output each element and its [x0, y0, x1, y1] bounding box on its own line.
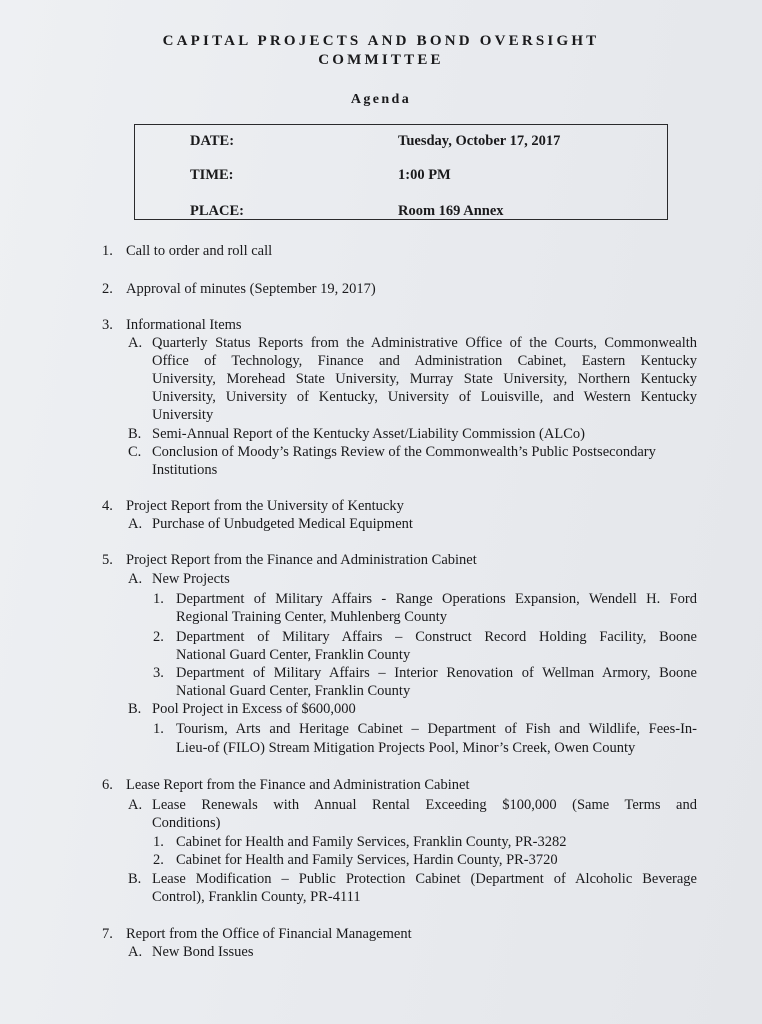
item-5a1-line-2: Regional Training Center, Muhlenberg County: [176, 609, 448, 625]
item-5-text: Project Report from the Finance and Administration Cabinet: [126, 552, 477, 568]
item-4-text: Project Report from the University of Kentucky: [126, 498, 404, 514]
place-value: Room 169 Annex: [398, 203, 504, 219]
item-5b-text: Pool Project in Excess of $600,000: [152, 701, 356, 717]
item-4-number: 4.: [102, 498, 113, 514]
document-title-line2: COMMITTEE: [318, 52, 444, 68]
item-3c-letter: C.: [128, 444, 142, 460]
meeting-info-box: [134, 124, 668, 220]
item-6b-line-2: Control), Franklin County, PR-4111: [152, 889, 361, 905]
item-5a2-line-1: Department of Military Affairs – Construct Record Holding Facility, Boone: [176, 629, 697, 645]
item-2-number: 2.: [102, 281, 113, 297]
item-3a-letter: A.: [128, 335, 143, 351]
item-5a1-number: 1.: [153, 591, 164, 607]
item-6a-line-2: Conditions): [152, 815, 221, 831]
item-5a2-number: 2.: [153, 629, 164, 645]
item-5a-letter: A.: [128, 571, 143, 587]
item-6a-letter: A.: [128, 797, 143, 813]
item-7a-text: New Bond Issues: [152, 944, 254, 960]
item-5a1-line-1: Department of Military Affairs - Range Operations Expansion, Wendell H. Ford: [176, 591, 697, 607]
item-5b1-line-2: Lieu-of (FILO) Stream Mitigation Projects Pool, Minor’s Creek, Owen County: [176, 740, 636, 756]
item-6-number: 6.: [102, 777, 113, 793]
item-1-number: 1.: [102, 243, 113, 259]
item-3-text: Informational Items: [126, 317, 242, 333]
item-3a-line-5: University: [152, 407, 214, 423]
item-4a-letter: A.: [128, 516, 143, 532]
agenda-heading: Agenda: [350, 92, 412, 107]
date-label: DATE:: [190, 133, 235, 149]
item-1-text: Call to order and roll call: [126, 243, 273, 259]
item-5a3-line-2: National Guard Center, Franklin County: [176, 683, 411, 699]
item-3-number: 3.: [102, 317, 113, 333]
item-2-text: Approval of minutes (September 19, 2017): [126, 281, 376, 297]
item-3a-line-4: University, University of Kentucky, University of Louisville, and Western Kentucky: [152, 389, 697, 405]
item-3c-line-2: Institutions: [152, 462, 218, 478]
item-6a2-number: 2.: [153, 852, 164, 868]
item-7a-letter: A.: [128, 944, 143, 960]
item-3a-line-1: Quarterly Status Reports from the Administrative Office of the Courts, Commonwealth: [152, 335, 697, 351]
item-5b-letter: B.: [128, 701, 142, 717]
item-4a-text: Purchase of Unbudgeted Medical Equipment: [152, 516, 413, 532]
item-5a3-number: 3.: [153, 665, 164, 681]
item-5b1-line-1: Tourism, Arts and Heritage Cabinet – Department of Fish and Wildlife, Fees-In-: [176, 721, 697, 737]
item-6b-line-1: Lease Modification – Public Protection Cabinet (Department of Alcoholic Beverage: [152, 871, 697, 887]
item-5a2-line-2: National Guard Center, Franklin County: [176, 647, 411, 663]
item-3b-text: Semi-Annual Report of the Kentucky Asset/Liability Commission (ALCo): [152, 426, 585, 442]
item-6b-letter: B.: [128, 871, 142, 887]
item-5a-text: New Projects: [152, 571, 230, 587]
date-value: Tuesday, October 17, 2017: [398, 133, 561, 149]
item-7-number: 7.: [102, 926, 113, 942]
item-7-text: Report from the Office of Financial Management: [126, 926, 412, 942]
document-title: CAPITAL PROJECTS AND BOND OVERSIGHT: [162, 33, 600, 49]
place-label: PLACE:: [190, 203, 244, 219]
time-value: 1:00 PM: [398, 167, 451, 183]
item-3b-letter: B.: [128, 426, 142, 442]
item-5a3-line-1: Department of Military Affairs – Interior Renovation of Wellman Armory, Boone: [176, 665, 697, 681]
item-5b1-number: 1.: [153, 721, 164, 737]
item-6a2-text: Cabinet for Health and Family Services, Hardin County, PR-3720: [176, 852, 558, 868]
item-6a1-text: Cabinet for Health and Family Services, Franklin County, PR-3282: [176, 834, 567, 850]
item-6a1-number: 1.: [153, 834, 164, 850]
item-6a-line-1: Lease Renewals with Annual Rental Exceeding $100,000 (Same Terms and: [152, 797, 697, 813]
item-5-number: 5.: [102, 552, 113, 568]
item-6-text: Lease Report from the Finance and Administration Cabinet: [126, 777, 470, 793]
time-label: TIME:: [190, 167, 234, 183]
item-3a-line-2: Office of Technology, Finance and Administration Cabinet, Eastern Kentucky: [152, 353, 697, 369]
item-3c-line-1: Conclusion of Moody’s Ratings Review of the Commonwealth’s Public Postsecondary: [152, 444, 656, 460]
item-3a-line-3: University, Morehead State University, Murray State University, Northern Kentucky: [152, 371, 697, 387]
